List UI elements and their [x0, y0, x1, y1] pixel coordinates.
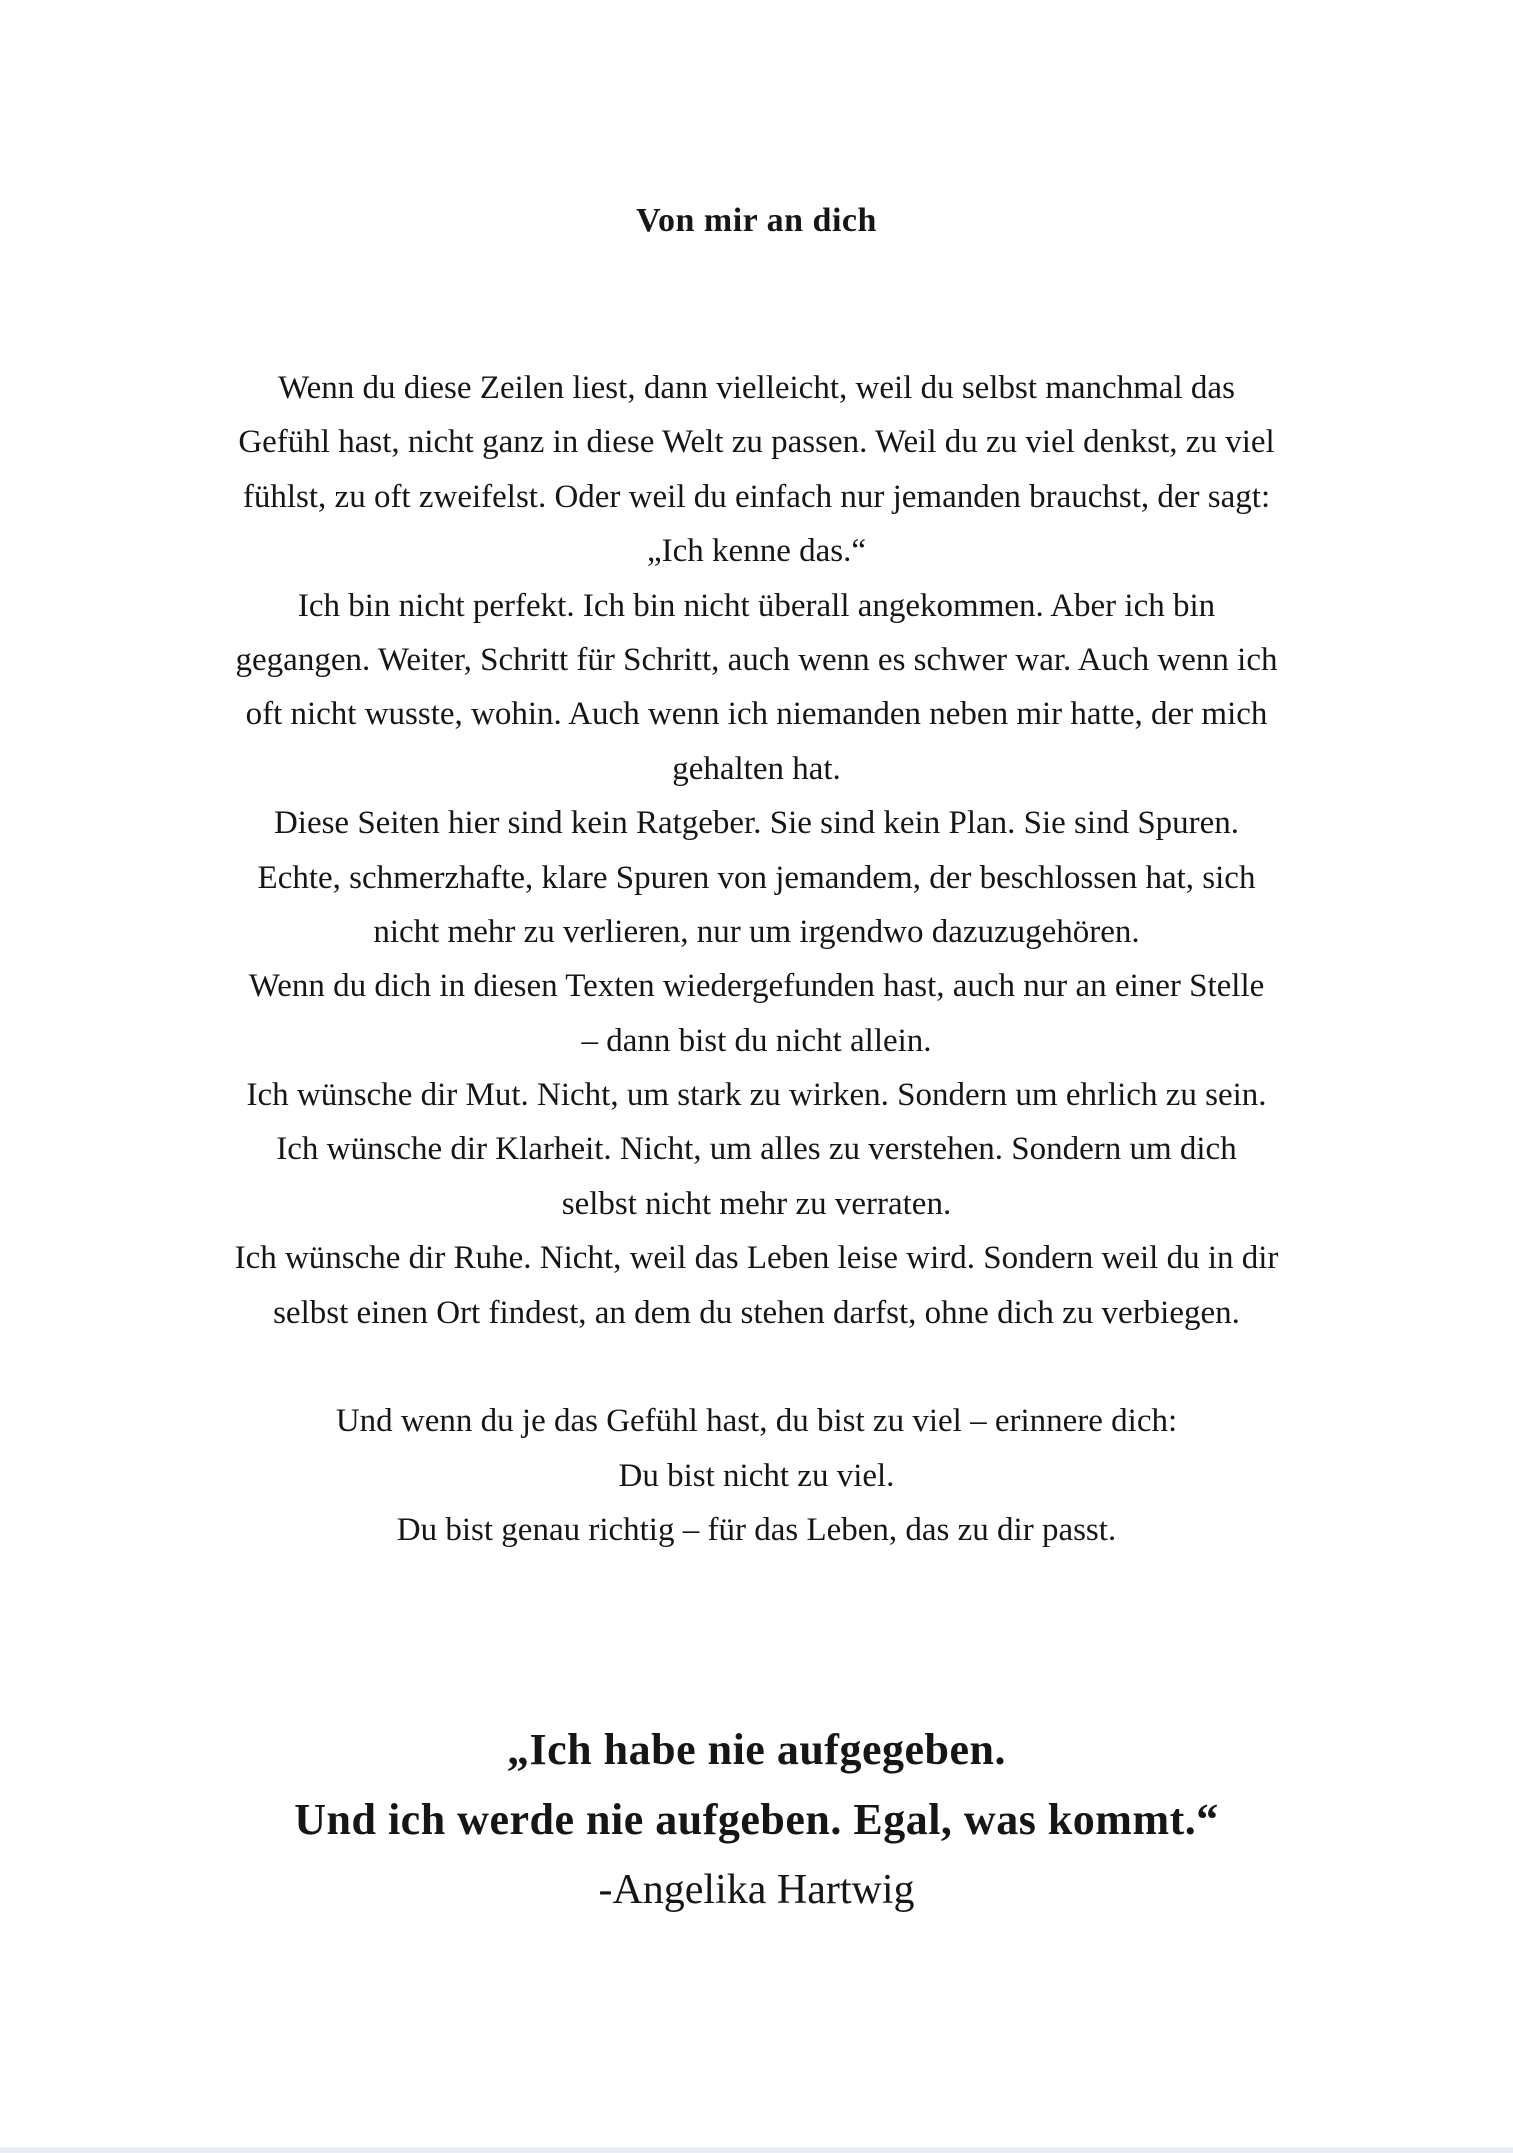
body-line: oft nicht wusste, wohin. Auch wenn ich niemanden neben mir hatte, der mich [245, 696, 1268, 733]
quote-attribution: -Angelika Hartwig [598, 1866, 915, 1913]
body-line: „Ich kenne das.“ [647, 533, 866, 570]
body-line: Und wenn du je das Gefühl hast, du bist zu viel – erinnere dich: [335, 1403, 1178, 1440]
body-line: Echte, schmerzhafte, klare Spuren von jemandem, der beschlossen hat, sich [257, 859, 1256, 896]
page-title: Von mir an dich [636, 202, 877, 239]
body-line: Gefühl hast, nicht ganz in diese Welt zu passen. Weil du zu viel denkst, zu viel [238, 424, 1275, 461]
body-line: gegangen. Weiter, Schritt für Schritt, auch wenn es schwer war. Auch wenn ich [235, 641, 1278, 678]
body-line: Ich wünsche dir Klarheit. Nicht, um alles zu verstehen. Sondern um dich [276, 1131, 1237, 1168]
quote-line: „Ich habe nie aufgegeben. [507, 1724, 1006, 1774]
quote-line: Und ich werde nie aufgeben. Egal, was kommt.“ [294, 1794, 1219, 1844]
body-line: Du bist genau richtig – für das Leben, das zu dir passt. [396, 1512, 1117, 1549]
body-line: selbst nicht mehr zu verraten. [561, 1185, 952, 1222]
body-line: Du bist nicht zu viel. [618, 1457, 895, 1494]
body-line: gehalten hat. [672, 750, 841, 787]
body-line: Wenn du dich in diesen Texten wiedergefunden hast, auch nur an einer Stelle [248, 968, 1265, 1005]
body-line: selbst einen Ort findest, an dem du stehen darfst, ohne dich zu verbiegen. [273, 1294, 1240, 1331]
body-line: Ich wünsche dir Mut. Nicht, um stark zu wirken. Sondern um ehrlich zu sein. [246, 1077, 1267, 1114]
body-line: fühlst, zu oft zweifelst. Oder weil du einfach nur jemanden brauchst, der sagt: [242, 478, 1271, 515]
paragraph-gap [0, 1340, 1513, 1394]
body-line: Ich wünsche dir Ruhe. Nicht, weil das Leben leise wird. Sondern weil du in dir [234, 1240, 1279, 1277]
body-line: Diese Seiten hier sind kein Ratgeber. Sie sind kein Plan. Sie sind Spuren. [273, 805, 1240, 842]
body-line: Wenn du diese Zeilen liest, dann vielleicht, weil du selbst manchmal das [278, 370, 1235, 406]
body-text [0, 361, 1513, 1558]
body-line: nicht mehr zu verlieren, nur um irgendwo dazuzugehören. [373, 913, 1140, 950]
body-line: – dann bist du nicht allein. [581, 1022, 932, 1059]
body-line: Ich bin nicht perfekt. Ich bin nicht überall angekommen. Aber ich bin [297, 587, 1216, 624]
page-bottom-edge [0, 2147, 1513, 2153]
closing-quote [0, 1715, 1513, 1925]
